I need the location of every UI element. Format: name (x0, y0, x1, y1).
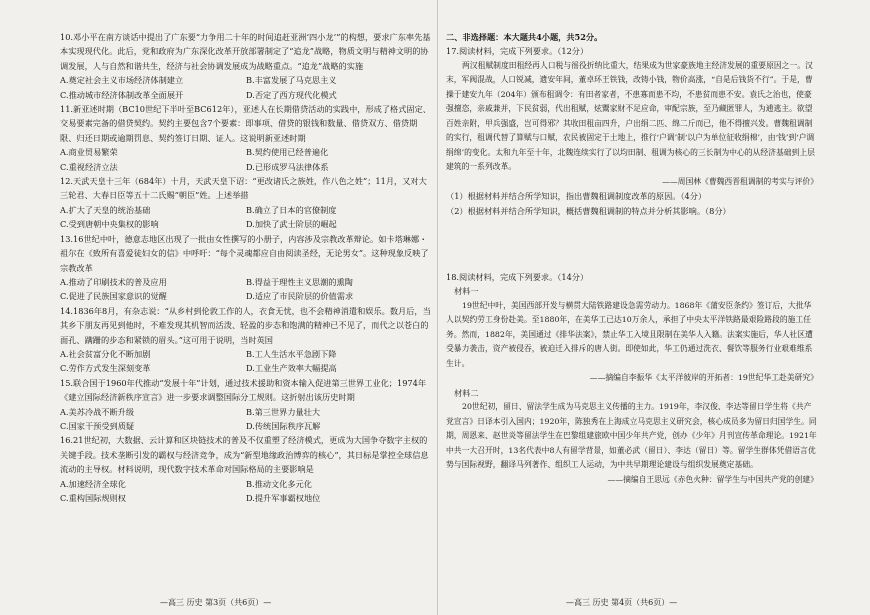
material-label: 材料二 (454, 387, 479, 398)
question-text: 12.天武天皇十三年（684年）十月，天武天皇下诏：“更改诸氏之族姓，作八色之姓”；11月，又对大三轮君、大春日臣等五十二氏赐“朝臣”姓。上述举措 (60, 176, 427, 201)
answer-options (60, 160, 432, 174)
answer-options (60, 88, 432, 102)
question-text: 11.新亚述时期（BC10世纪下半叶至BC612年），亚述人在长期借贷活动的实践中，形成了格式固定、交易要素完备的借贷契约。契约主要包含7个要素：即事项、借贷的银钱和数量、借贷双方、借贷期限、归还日期或逾期罚息、契约签订日期、证人。这说明新亚述时期 (60, 104, 431, 143)
answer-options (60, 275, 432, 289)
option-b: D.工业生产效率大幅提高 (246, 363, 337, 374)
answer-options (60, 405, 432, 419)
answer-options (60, 203, 432, 217)
option-a: A.加速经济全球化 (60, 478, 126, 489)
option-a: A.社会贫富分化不断加剧 (60, 348, 151, 359)
answer-options (60, 419, 432, 433)
question-text: 10.邓小平在南方谈话中提出了广东要“力争用二十年的时间追赶亚洲‘四小龙’”的构想，要求广东率先基本实现现代化。此后，党和政府为广东深化改革开放部署制定了“追龙”战略，物质文明与精神文明的协调发展，人与自然和谐共生，经济与社会协调发展成为战略重点。“追龙”战略的实施 (60, 32, 431, 71)
option-b: B.契约使用已经普遍化 (246, 147, 329, 158)
option-a: A.奠定社会主义市场经济体制建立 (60, 75, 184, 86)
question-text: 13.16世纪中叶，德意志地区出现了一批由女性撰写的小册子，内容涉及宗教改革辩论。如卡塔琳娜・祖尔在《致所有喜爱徒妇女的信》中呼吁：“每个灵魂都应自由阅读圣经，无论男女”。这种现象反映了宗教改革 (60, 233, 429, 273)
answer-space (446, 218, 818, 270)
option-b: B.得益于理性主义思潮的熏陶 (246, 276, 353, 287)
option-b: B.确立了日本的官僚制度 (246, 204, 337, 215)
material-label: 材料一 (454, 286, 479, 297)
option-a: A.推动了印刷技术的普及应用 (60, 276, 167, 287)
option-b: B.推动文化多元化 (246, 478, 312, 489)
option-a: C.推动城市经济体制改革全面展开 (60, 89, 184, 100)
option-b: B.工人生活水平急剧下降 (246, 348, 337, 359)
option-b: D.已形成罗马法律体系 (246, 161, 329, 172)
option-a: C.促进了民族国家意识的觉醒 (60, 291, 167, 302)
question-text: （1）根据材料并结合所学知识，指出曹魏租调制度改革的原因。（4分） (446, 191, 707, 202)
option-a: C.国家干预受到质疑 (60, 420, 135, 431)
answer-options (60, 477, 432, 491)
answer-options (60, 491, 432, 505)
question-text: 17.阅读材料，完成下列要求。（12分） (446, 46, 589, 57)
question-text: 14.1836年8月，有杂志说：“从乡村到伦敦工作的人，衣食无忧，也不会精神消遣和娱乐。数月后，当其乡下朋友再见到他时，不难发现其机智而活泼、轻盈的步态和饱满的精神已不见了，而代之以苍白的面孔、蹒跚的步态和紧锁的眉头。”这可用于说明，当时英国 (60, 305, 431, 345)
option-b: D.否定了西方现代化模式 (246, 89, 337, 100)
option-b: D.适应了市民阶层的价值需求 (246, 291, 354, 302)
option-a: C.重构国际规则权 (60, 493, 126, 503)
answer-options (60, 289, 432, 303)
option-a: A.美苏冷战不断升级 (60, 406, 135, 417)
question-text: 15.联合国于1960年代推动“发展十年”计划，通过技术援助和资本输入促进第三世界工业化；1974年《建立国际经济新秩序宣言》进一步要求调整国际分工规则。这折射出该历史时期 (60, 377, 427, 403)
option-b: D.传统国际秩序瓦解 (246, 420, 321, 431)
answer-options (60, 217, 432, 231)
option-b: D.提升军事霸权地位 (246, 493, 321, 503)
question-text: 16.21世纪初，大数据、云计算和区块链技术的普及不仅重塑了经济模式，更成为大国争夺数字主权的关键手段。技术垄断引发的霸权与经济竞争，成为“新型地缘政治博弈的核心”，其日标是掌控全球信息流动的主导权。材料说明，现代数字技术革命对国际格局的主要影响是 (60, 435, 429, 475)
option-b: D.加快了武士阶层的崛起 (246, 219, 337, 230)
answer-options (60, 347, 432, 361)
material-paragraph: 19世纪中叶，美国西部开发与横贯大陆铁路建设急需劳动力。1868年《蒲安臣条约》签订后，大批华人以契约劳工身份赴美。至1880年，在美华工已达10万余人，承担了中央太平洋铁路最艰险路段的施工任务。然而，1882年，美国通过《排华法案》，禁止华工入境且限制在美华人入籍。法案实施后，华人社区遭受暴力袭击，资产被侵吞，被迫迁入排斥的唐人街。即使如此，华工仍通过洗衣、餐饮等服务行业艰难维系生计。 (446, 300, 813, 368)
option-a: C.重视经济立法 (60, 161, 118, 172)
option-b: B.第三世界力量壮大 (246, 406, 321, 417)
page-fold (437, 0, 438, 615)
option-a: C.劳作方式发生深刻变革 (60, 363, 151, 374)
answer-options (60, 73, 432, 87)
section-heading: 二、非选择题：本大题共4小题，共52分。 (446, 32, 603, 42)
right-page (446, 30, 818, 487)
material-source: ——周国林《曹魏西晋租调制的考实与评价》 (662, 176, 818, 186)
question-text: （2）根据材料并结合所学知识，概括曹魏租调制的特点并分析其影响。（8分） (446, 205, 731, 216)
option-b: B.丰富发展了马克思主义 (246, 75, 337, 86)
option-a: A.扩大了天皇的统治基础 (60, 204, 151, 215)
page-footer-right: —高三 历史 第4页（共6页）— (566, 598, 678, 607)
material-paragraph: 两汉租赋制度田租经再人口税与徭役折纳比重大，结果成为世家豪族地主经济发展的重要原因之一。汉末，军阀混战，人口锐减，遗安年间，董卓环王铁钱，改铸小钱，物价高涨，“自是后钱货不行”。于是，曹操于建安九年（204年）颁布租调令：有田者家者，不患寡而患不均，不患贫而患不安。袁氏之治也，使豪强擅恣，亲戚兼并，下民贫弱，代出租赋，炫鬻家财不足应命，审配宗族，至乃藏匿罪人，为逋逃主。欲望百姓亲附，甲兵强盛，岂可得邪？其收田租亩四升，户出绢二匹、绵二斤而已，他不得擅兴发。曹魏租调制的实行，租调代替了算赋与口赋，农民被固定于土地上，推行‘户调’制‘以户为单位征收绢棉’，由‘钱’到‘户调绢绵’的变化。太和九年至十年，北魏连续实行了以均田制、租调为核心的三长制为中心的从经济基础到上层建筑的一系列改革。 (446, 60, 815, 172)
material-source: ——摘编自王思远《赤色火种：留学生与中国共产党的创建》 (607, 474, 818, 484)
page-footer-left: —高三 历史 第3页（共6页）— (160, 598, 272, 607)
option-a: A.商业贸易繁荣 (60, 147, 118, 158)
material-paragraph: 20世纪初，留日、留法学生成为马克思主义传播的主力。1919年，李汉俊、李达等留日学生将《共产党宣言》日译本引入国内；1920年，陈独秀在上海成立马克思主义研究会，核心成员多为留日归国学生。同期，周恩来、赵世炎等留法学生在巴黎组建旅欧中国少年共产党，创办《少年》月刊宣传革命理论。1921年中共一大召开时，13名代表中8人有留学背景，如董必武（留日）、李达（留日）等。留学生群体凭借语言优势与国际视野，翻译马列著作、组织工人运动，为中共早期理论建设与组织发展奠定基础。 (446, 402, 817, 470)
answer-options (60, 145, 432, 159)
question-text: 18.阅读材料，完成下列要求。（14分） (446, 272, 589, 283)
answer-options (60, 361, 432, 375)
option-a: C.受到唐朝中央集权的影响 (60, 219, 159, 230)
material-source: ——摘编自李振华《太平洋彼岸的开拓者：19世纪华工赴美研究》 (589, 373, 818, 383)
left-page (60, 30, 432, 505)
